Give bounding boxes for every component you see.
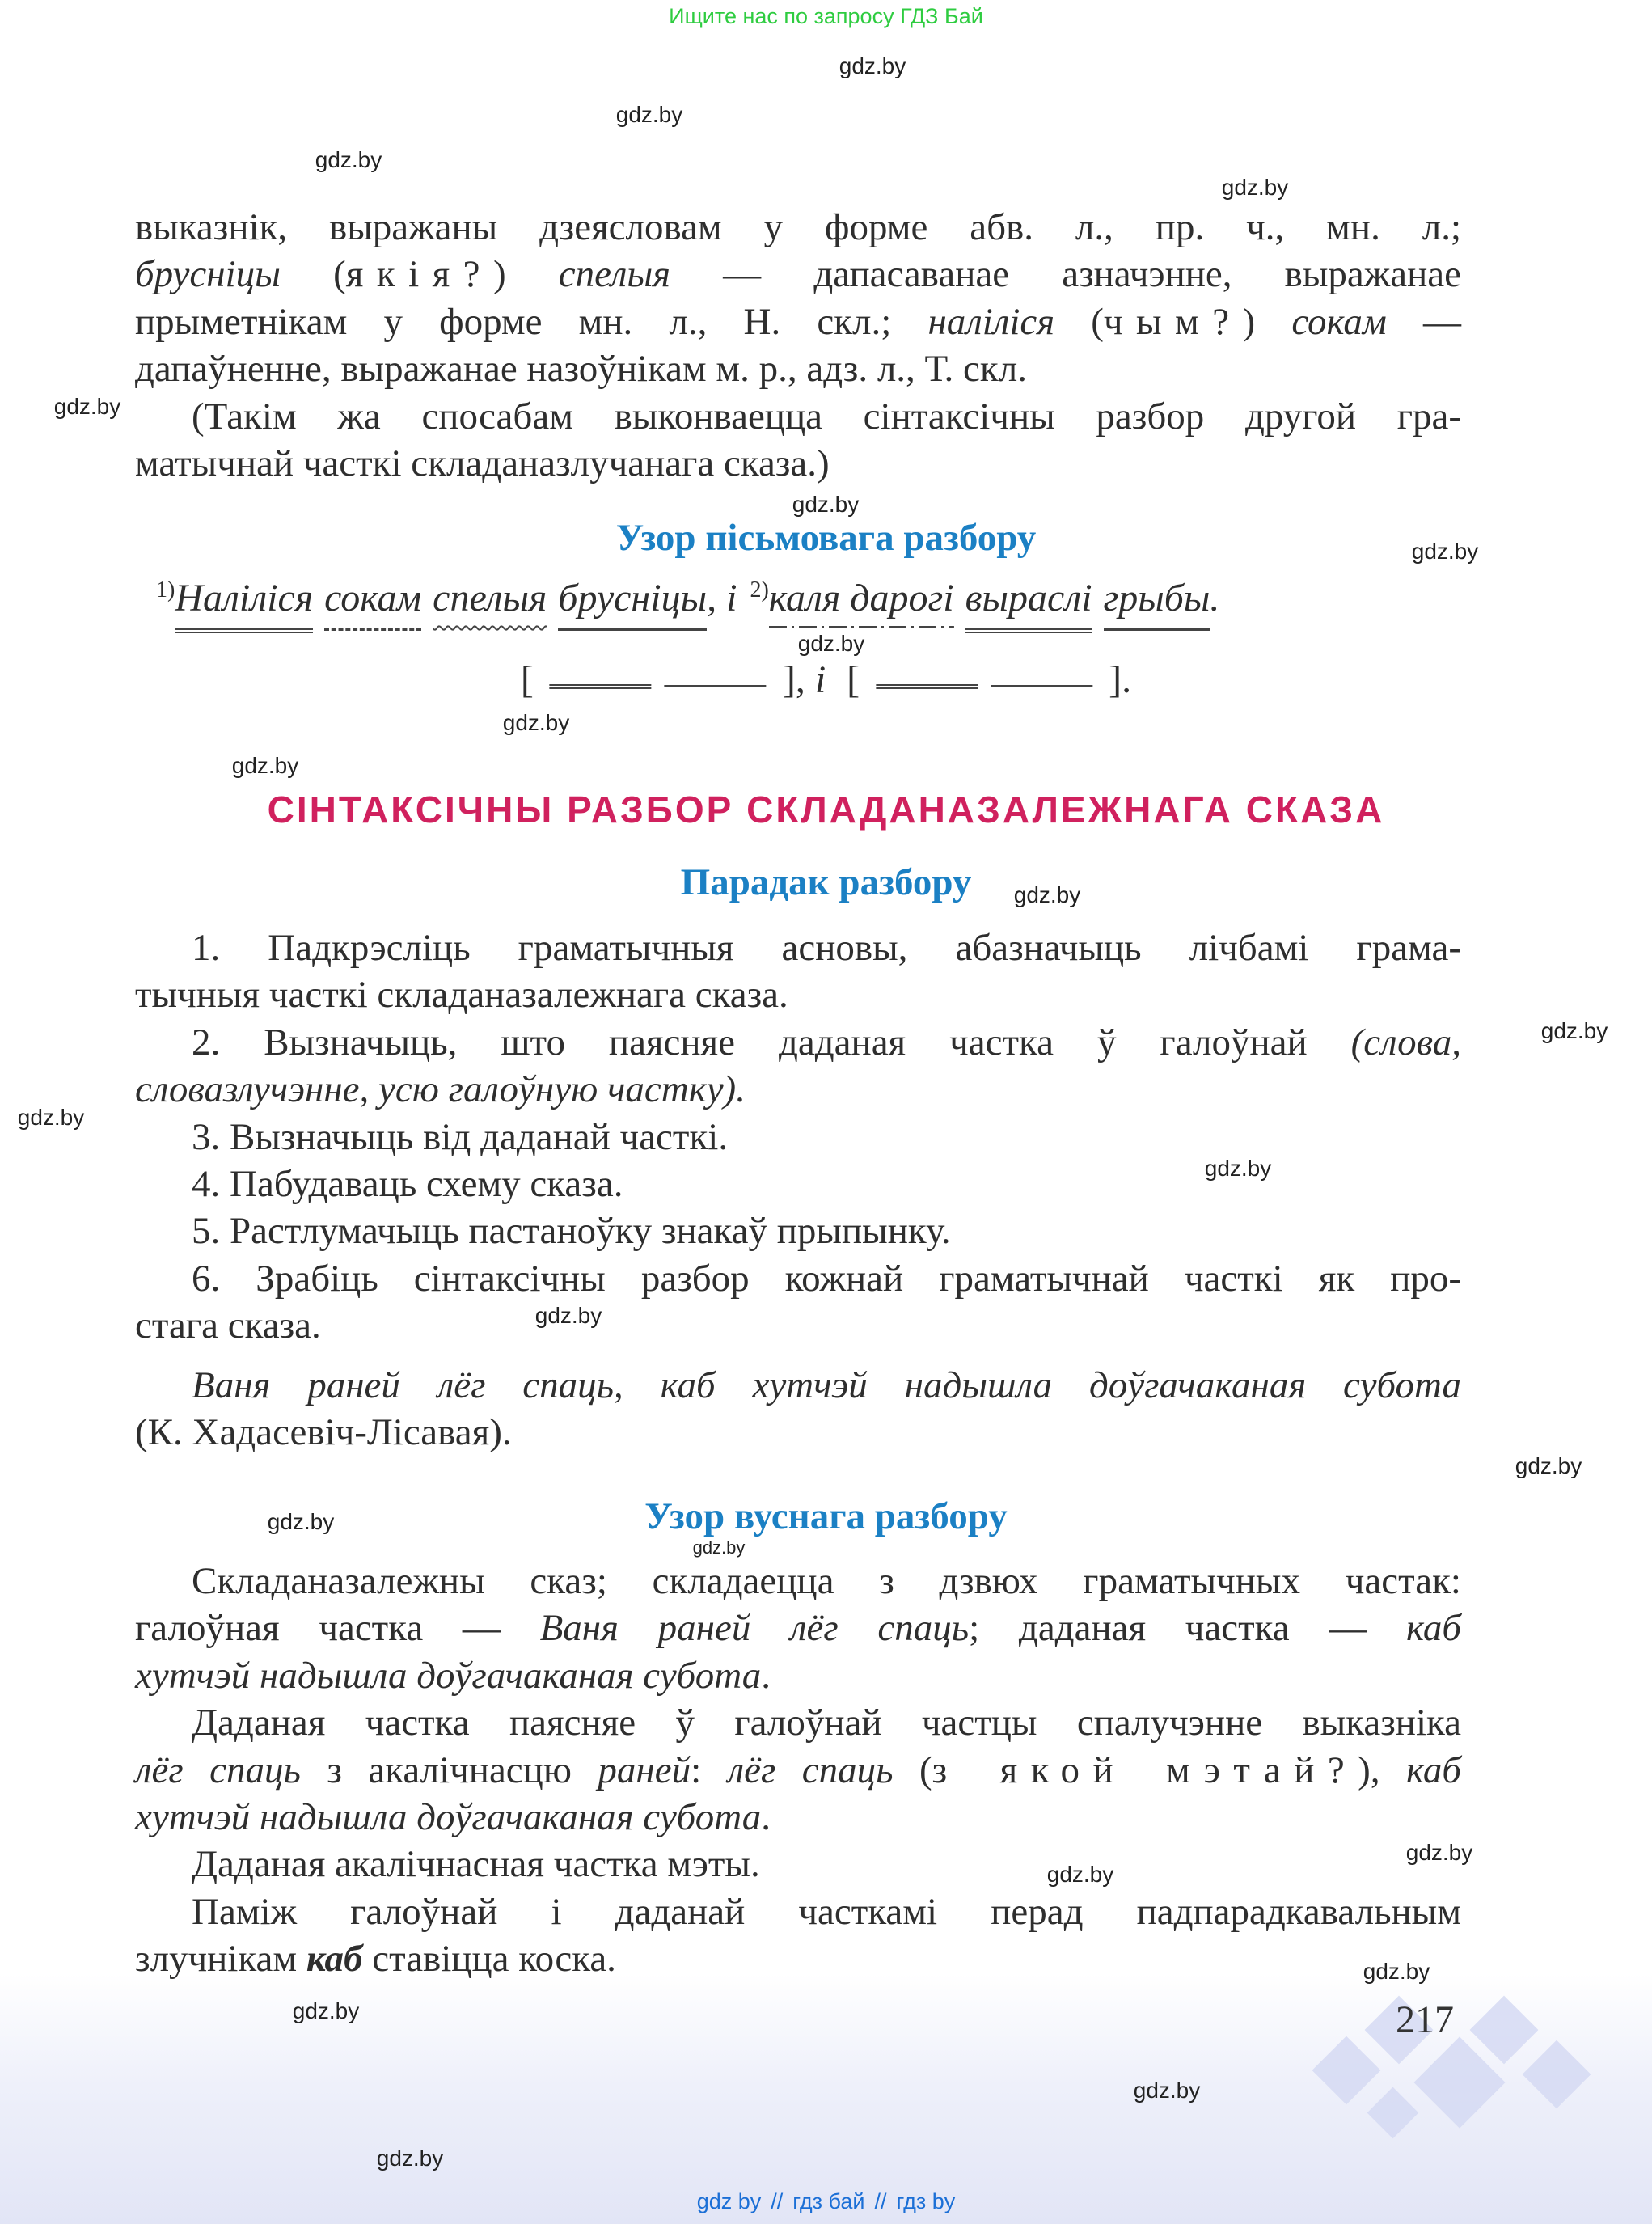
text-line (135, 393, 1461, 440)
watermark: gdz.by (534, 1303, 602, 1328)
sentence-scheme (521, 659, 1131, 702)
text: (Такім жа спосабам выконваецца сінтаксічны разбор другой гра- (192, 395, 1461, 438)
text: злучнікам (135, 1938, 306, 1981)
subject-line (665, 685, 767, 687)
italic-text: спелыя (558, 253, 671, 296)
diamond-decoration (1470, 1996, 1539, 2065)
text-line (135, 440, 830, 487)
text: (К. Хадасевіч-Лісавая). (135, 1411, 512, 1454)
watermark: gdz.by (17, 1105, 85, 1130)
italic-text: каб (1406, 1607, 1461, 1650)
paragraph (135, 1699, 1461, 1841)
watermark: gdz.by (792, 492, 860, 517)
text-line (135, 251, 1461, 298)
italic-text: лёг спаць (727, 1748, 894, 1791)
italic-text: Ваня раней лёг спаць, каб хутчэй надышла доўгачаканая субота (192, 1364, 1461, 1406)
separator: // (771, 2189, 784, 2213)
watermark: gdz.by (1515, 1453, 1582, 1478)
order-item (135, 1255, 1461, 1350)
written-analysis-heading: Узор пісьмовага разбору (615, 517, 1037, 559)
italic-text: наліліся (927, 300, 1055, 343)
text-line (135, 1652, 771, 1699)
watermark: gdz.by (1540, 1018, 1608, 1043)
watermark: gdz.by (1133, 2078, 1201, 2103)
text: — дапасаванае азначэнне, выражанае (670, 253, 1461, 296)
sentence-end: . (1210, 577, 1220, 619)
sentence-member-double: выраслі (965, 576, 1092, 633)
bracket: ], (782, 658, 805, 701)
italic-text: каб (306, 1938, 363, 1981)
italic-text: Ваня раней лёг спаць (539, 1607, 970, 1650)
watermark: gdz.by (53, 394, 121, 419)
italic-text: раней (598, 1748, 691, 1791)
text-line (135, 1302, 321, 1349)
text: ( (1054, 300, 1104, 343)
text: ( (893, 1748, 932, 1791)
italic-text: хутчэй надышла доўгачаканая субота (135, 1795, 762, 1838)
predicate-line (550, 684, 652, 689)
text-line (135, 298, 1461, 345)
italic-text: (слова, (1350, 1021, 1461, 1063)
text: Даданая акалічнасная частка мэты. (192, 1843, 760, 1886)
separator: // (874, 2189, 887, 2213)
subject-line (991, 685, 1092, 687)
text: — (1386, 300, 1462, 343)
watermark: gdz.by (615, 102, 683, 127)
diamond-decoration (1523, 2040, 1591, 2109)
text: Паміж галоўнай і даданай часткамі перад падпарадкавальным (192, 1890, 1461, 1933)
footer-links (692, 2190, 961, 2214)
bracket: [ (520, 658, 534, 701)
footer-link[interactable]: гдз бай (792, 2189, 865, 2213)
order-item (135, 924, 1461, 1019)
sentence-member-dashed: сокам (324, 576, 421, 631)
text-line (135, 1935, 616, 1982)
text: 3. Вызначыць від даданай часткі. (192, 1115, 729, 1158)
page-number: 217 (1396, 1998, 1454, 2041)
watermark: gdz.by (315, 147, 382, 172)
text-line (135, 1888, 1461, 1935)
text: 5. Растлумачыць пастаноўку знакаў прыпынку. (192, 1210, 951, 1253)
text-line (135, 1558, 1461, 1605)
text-line (135, 1794, 771, 1841)
watermark: gdz.by (797, 631, 865, 656)
spaced-question: з якой мэтай? (932, 1748, 1358, 1791)
bracket: [ (847, 658, 860, 701)
diamond-decoration (1367, 2087, 1419, 2139)
text: матычнай часткі складаназлучанага сказа.) (135, 442, 830, 484)
text-line (135, 1362, 1461, 1409)
text: ; даданая частка — (969, 1607, 1407, 1650)
italic-text: сокам (1291, 300, 1387, 343)
text-line (135, 1605, 1461, 1651)
text: 6. Зрабіць сінтаксічны разбор кожнай граматычнай часткі як про- (192, 1257, 1461, 1300)
paragraph (135, 1841, 1461, 1888)
paragraph (135, 204, 1461, 393)
italic-text: лёг спаць (135, 1748, 301, 1791)
section-title: СІНТАКСІЧНЫ РАЗБОР СКЛАДАНАЗАЛЕЖНАГА СКАЗА (267, 789, 1385, 831)
spaced-question: чым? (1103, 300, 1243, 343)
text-line (135, 1161, 623, 1207)
watermark: gdz.by (1363, 1959, 1430, 1984)
text: ) (493, 253, 559, 296)
predicate-line (876, 684, 978, 689)
text: . (761, 1654, 771, 1697)
text: 4. Пабудаваць схему сказа. (192, 1162, 623, 1205)
paragraph (135, 393, 1461, 488)
sentence-member-single: грыбы (1104, 576, 1210, 631)
text-line (135, 1207, 951, 1254)
conjunction: , і (707, 577, 737, 619)
text: выказнік, выражаны дзеясловам у форме абв. л., пр. ч., мн. л.; (135, 206, 1461, 248)
italic-text: хутчэй надышла доўгачаканая субота (135, 1654, 762, 1697)
text-line (135, 1019, 1461, 1066)
order-item (135, 1114, 1461, 1161)
watermark: gdz.by (692, 1537, 746, 1558)
text-line (135, 971, 788, 1018)
paragraph (135, 1888, 1461, 1983)
paragraph (135, 1362, 1461, 1457)
order-list (135, 924, 1461, 1350)
text-line (135, 924, 1461, 971)
italic-text: словазлучэнне, усю галоўную частку). (135, 1068, 746, 1111)
sentence-member-double: Наліліся (175, 576, 313, 633)
watermark: gdz.by (502, 710, 570, 735)
footer-link[interactable]: гдз by (896, 2189, 956, 2213)
watermark: gdz.by (839, 53, 906, 78)
text: . (761, 1795, 771, 1838)
watermark: gdz.by (1046, 1862, 1114, 1887)
italic-text: каб (1406, 1748, 1461, 1791)
sentence-member-dashdot: каля дарогі (769, 576, 954, 628)
footer-link[interactable]: gdz by (696, 2189, 762, 2213)
text-line (135, 345, 1027, 392)
text: 1. Падкрэсліць граматычныя асновы, абазначыць лічбамі грама- (192, 927, 1461, 969)
text-line (135, 204, 1461, 251)
bracket: ]. (1109, 658, 1132, 701)
text: стага сказа. (135, 1304, 321, 1347)
spaced-question: якія? (345, 253, 493, 296)
watermark: gdz.by (1013, 882, 1081, 907)
diamond-decoration (1312, 2036, 1381, 2105)
text-line (135, 1699, 1461, 1746)
watermark: gdz.by (1221, 175, 1289, 200)
text-line (135, 1747, 1461, 1794)
watermark: gdz.by (1405, 1840, 1473, 1865)
paragraph (135, 1558, 1461, 1699)
watermark: gdz.by (292, 1998, 360, 2023)
text-line (135, 1841, 760, 1888)
text-line (135, 1409, 512, 1456)
sentence-member-single: брусніцы (558, 576, 707, 631)
text-line (135, 1066, 746, 1113)
text: дапаўненне, выражанае назоўнікам м. р., адз. л., Т. скл. (135, 348, 1027, 391)
text: Складаназалежны сказ; складаецца з дзвюх граматычных частак: (192, 1560, 1461, 1602)
watermark: gdz.by (231, 753, 299, 778)
watermark: gdz.by (267, 1509, 335, 1534)
order-heading: Парадак разбору (680, 861, 972, 903)
text: тычныя часткі складаназалежнага сказа. (135, 974, 788, 1017)
order-item (135, 1019, 1461, 1114)
intro-text (135, 204, 1461, 487)
conjunction: і (814, 658, 826, 701)
order-item (135, 1207, 1461, 1254)
oral-analysis-heading: Узор вуснага разбору (644, 1495, 1008, 1537)
text: ( (280, 253, 346, 296)
part-number: 1) (156, 577, 175, 603)
text: прыметнікам у форме мн. л., Н. скл.; (135, 300, 928, 343)
text: ), (1358, 1748, 1407, 1791)
text: : (691, 1748, 728, 1791)
example-sentence (156, 576, 1450, 633)
watermark: gdz.by (376, 2146, 444, 2171)
part-number: 2) (750, 577, 769, 603)
text: 2. Вызначыць, што паясняе даданая частка ў галоўнай (192, 1021, 1351, 1063)
italic-text: брусніцы (135, 253, 281, 296)
text-line (135, 1255, 1461, 1302)
sentence-member-wavy: спелыя (433, 577, 547, 619)
watermark: gdz.by (1411, 539, 1479, 564)
text: ставіцца коска. (362, 1938, 616, 1981)
text: з акалічнасцю (300, 1748, 598, 1791)
text: Даданая частка паясняе ў галоўнай частцы спалучэнне выказніка (192, 1702, 1461, 1744)
text-line (135, 1114, 728, 1161)
oral-analysis-text (135, 1558, 1461, 1983)
top-banner: Ищите нас по запросу ГДЗ Бай (669, 4, 983, 28)
example-quote (135, 1362, 1461, 1457)
text: галоўная частка — (135, 1607, 540, 1650)
watermark: gdz.by (1204, 1156, 1272, 1181)
text: ) (1242, 300, 1292, 343)
